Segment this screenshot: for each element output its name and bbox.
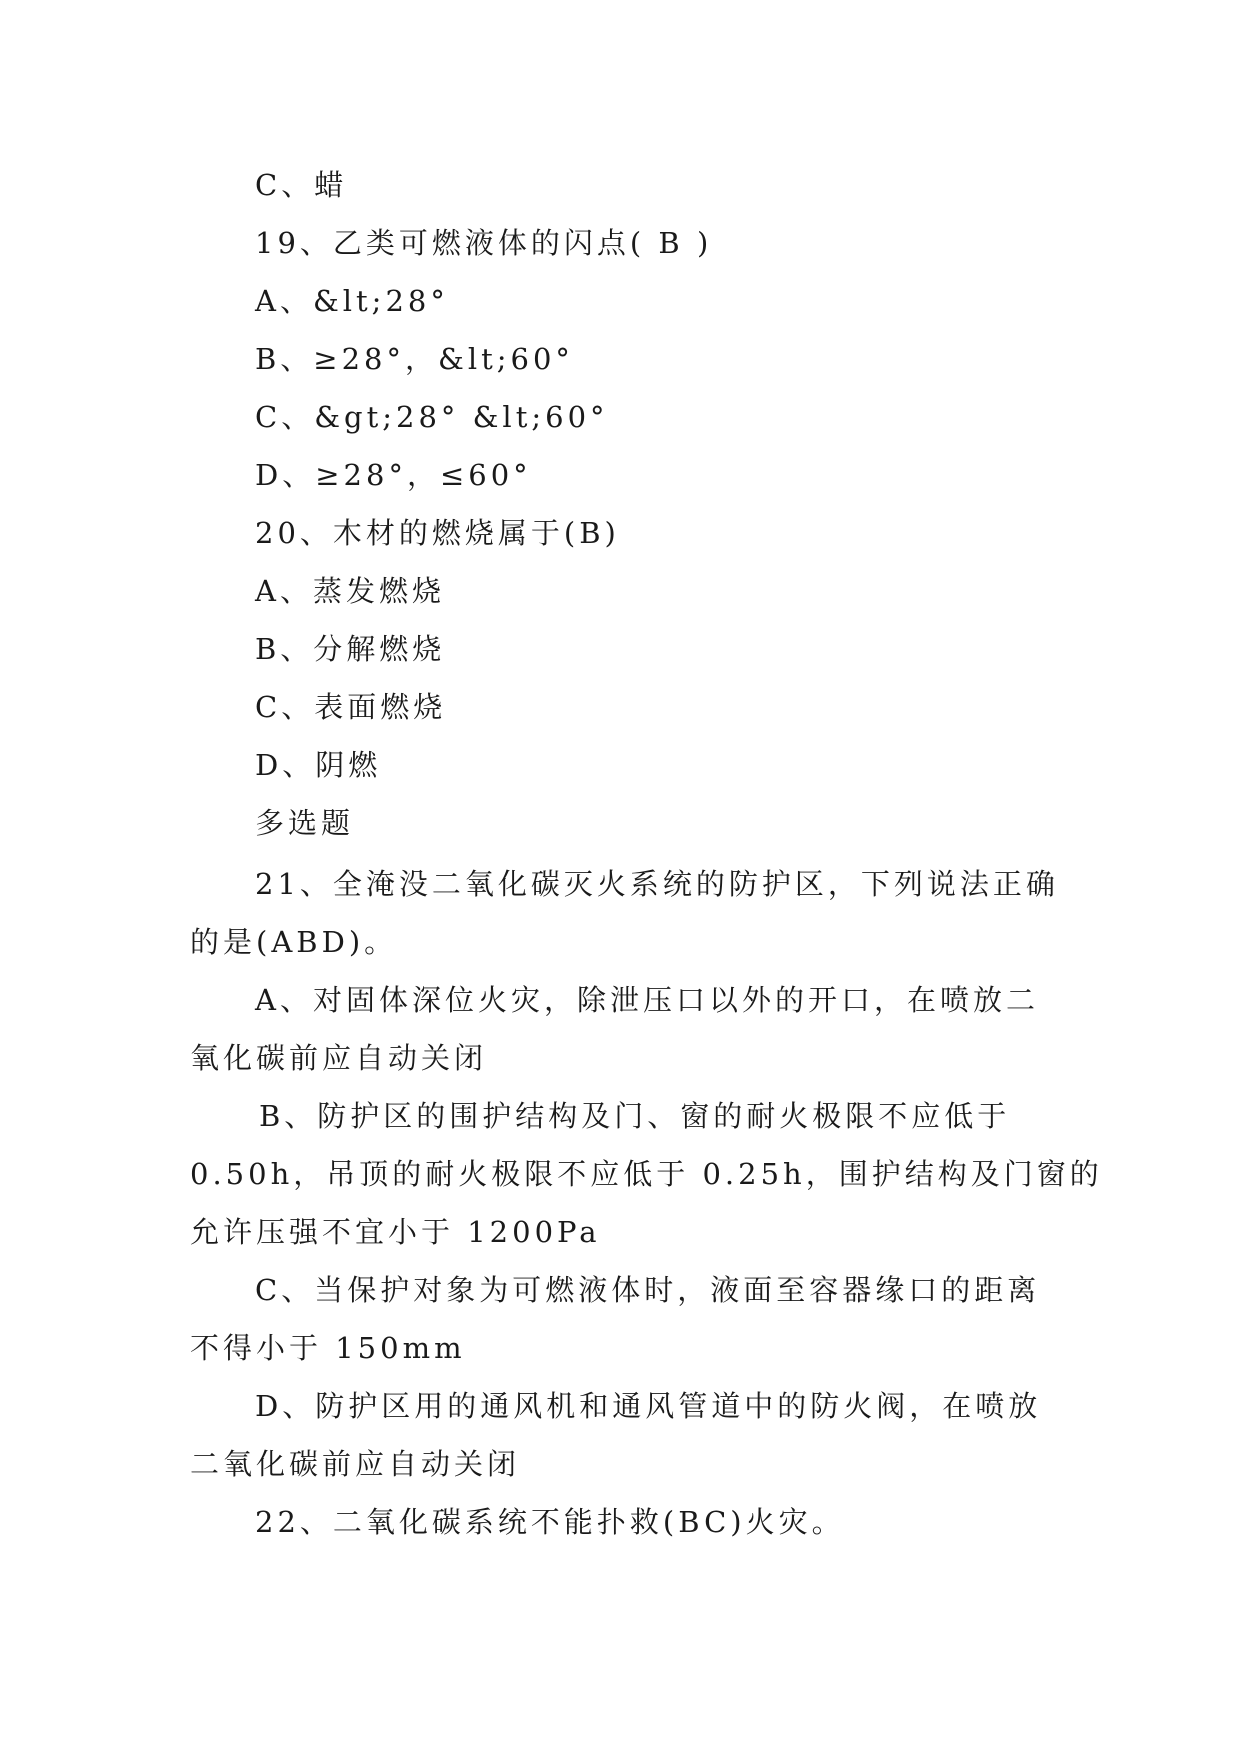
option-line: 二氧化碳前应自动关闭 [190, 1447, 521, 1481]
option-line: C、&gt;28° &lt;60° [255, 400, 609, 434]
option-line: 允许压强不宜小于 1200Pa [190, 1215, 601, 1249]
question-line: 20、木材的燃烧属于(B) [255, 516, 620, 550]
option-line: B、≥28°，&lt;60° [255, 342, 574, 376]
section-heading: 多选题 [255, 806, 355, 840]
option-line: B、防护区的围护结构及门、窗的耐火极限不应低于 [259, 1099, 1011, 1133]
option-line: A、蒸发燃烧 [255, 574, 445, 608]
option-line: 0.50h，吊顶的耐火极限不应低于 0.25h，围护结构及门窗的 [190, 1157, 1103, 1191]
question-line: 的是(ABD)。 [190, 925, 398, 959]
question-line: 19、乙类可燃液体的闪点( B ) [255, 226, 713, 260]
option-line: C、当保护对象为可燃液体时，液面至容器缘口的距离 [255, 1273, 1041, 1307]
option-line: C、蜡 [255, 168, 348, 202]
question-line: 21、全淹没二氧化碳灭火系统的防护区，下列说法正确 [255, 867, 1059, 901]
option-line: 不得小于 150mm [190, 1331, 466, 1365]
option-line: D、防护区用的通风机和通风管道中的防火阀，在喷放 [255, 1389, 1042, 1423]
option-line: B、分解燃烧 [255, 632, 446, 666]
option-line: 氧化碳前应自动关闭 [190, 1041, 488, 1075]
option-line: A、&lt;28° [255, 284, 449, 318]
question-line: 22、二氧化碳系统不能扑救(BC)火灾。 [255, 1505, 845, 1539]
option-line: D、≥28°，≤60° [255, 458, 532, 492]
option-line: C、表面燃烧 [255, 690, 447, 724]
option-line: A、对固体深位火灾，除泄压口以外的开口，在喷放二 [255, 983, 1039, 1017]
option-line: D、阴燃 [255, 748, 382, 782]
